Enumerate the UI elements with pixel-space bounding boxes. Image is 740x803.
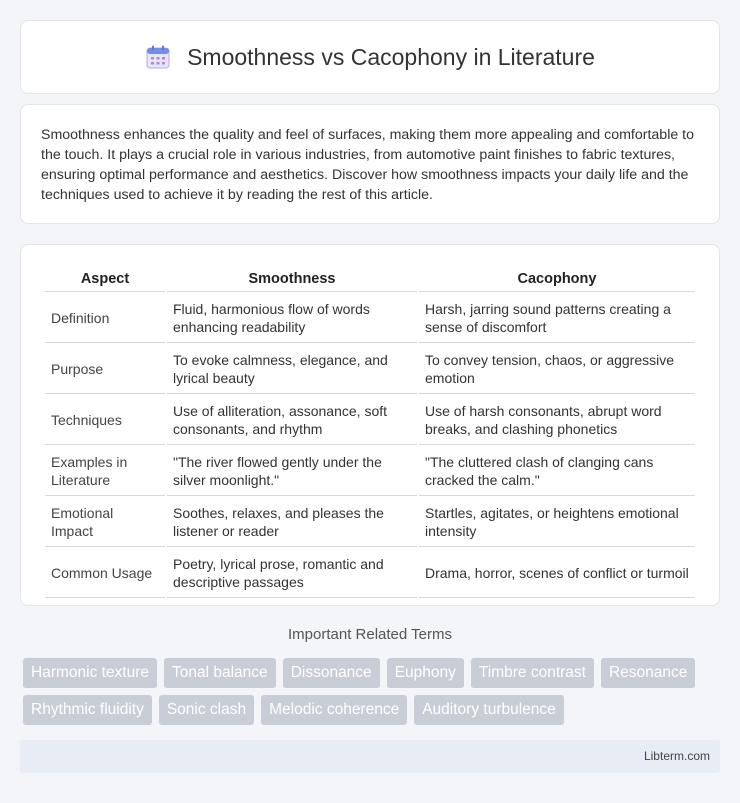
row-smoothness: To evoke calmness, elegance, and lyrical beauty: [167, 345, 417, 394]
row-smoothness: Poetry, lyrical prose, romantic and descriptive passages: [167, 549, 417, 598]
calendar-icon: [145, 44, 171, 70]
intro-text: Smoothness enhances the quality and feel of surfaces, making them more appealing and comfortable to the touch. It plays a crucial role in various industries, from automotive paint finishes to fabric textures, ensuring optimal performance and aesthetics. Discover how smoothness impacts your daily life and the techniques used to achieve it by reading the rest of this article.: [41, 127, 695, 203]
term-tag[interactable]: Rhythmic fluidity: [23, 695, 152, 725]
table-row: [45, 447, 695, 496]
row-aspect: Examples in Literature: [45, 447, 165, 496]
table-row: [45, 549, 695, 598]
related-terms-list: [23, 658, 723, 725]
term-tag[interactable]: Euphony: [387, 658, 464, 688]
table-row: [45, 396, 695, 445]
comparison-card: [20, 244, 720, 606]
term-tag[interactable]: Harmonic texture: [23, 658, 157, 688]
row-aspect: Definition: [45, 294, 165, 343]
related-terms-title: Important Related Terms: [288, 626, 452, 643]
header-cacophony: Cacophony: [419, 267, 695, 292]
term-tag[interactable]: Tonal balance: [164, 658, 276, 688]
term-tag[interactable]: Dissonance: [283, 658, 380, 688]
row-cacophony: To convey tension, chaos, or aggressive emotion: [419, 345, 695, 394]
title-card: [20, 20, 720, 94]
row-smoothness: "The river flowed gently under the silver moonlight.": [167, 447, 417, 496]
term-tag[interactable]: Resonance: [601, 658, 695, 688]
footer: [20, 740, 720, 773]
row-smoothness: Use of alliteration, assonance, soft consonants, and rhythm: [167, 396, 417, 445]
header-smoothness: Smoothness: [167, 267, 417, 292]
row-aspect: Emotional Impact: [45, 498, 165, 547]
table-row: [45, 498, 695, 547]
row-smoothness: Soothes, relaxes, and pleases the listener or reader: [167, 498, 417, 547]
table-row: [45, 345, 695, 394]
footer-site-link[interactable]: Libterm.com: [643, 749, 710, 763]
table-header-row: [45, 267, 695, 292]
row-aspect: Common Usage: [45, 549, 165, 598]
row-aspect: Purpose: [45, 345, 165, 394]
table-row: [45, 294, 695, 343]
row-cacophony: Use of harsh consonants, abrupt word breaks, and clashing phonetics: [419, 396, 695, 445]
term-tag[interactable]: Sonic clash: [159, 695, 254, 725]
comparison-table: [43, 265, 697, 600]
page-title: Smoothness vs Cacophony in Literature: [187, 43, 595, 70]
row-cacophony: Drama, horror, scenes of conflict or turmoil: [419, 549, 695, 598]
term-tag[interactable]: Auditory turbulence: [414, 695, 564, 725]
row-cacophony: Startles, agitates, or heightens emotional intensity: [419, 498, 695, 547]
row-cacophony: "The cluttered clash of clanging cans cracked the calm.": [419, 447, 695, 496]
header-aspect: Aspect: [45, 267, 165, 292]
intro-card: [20, 104, 720, 224]
term-tag[interactable]: Melodic coherence: [261, 695, 407, 725]
term-tag[interactable]: Timbre contrast: [471, 658, 594, 688]
row-aspect: Techniques: [45, 396, 165, 445]
row-smoothness: Fluid, harmonious flow of words enhancing readability: [167, 294, 417, 343]
row-cacophony: Harsh, jarring sound patterns creating a sense of discomfort: [419, 294, 695, 343]
